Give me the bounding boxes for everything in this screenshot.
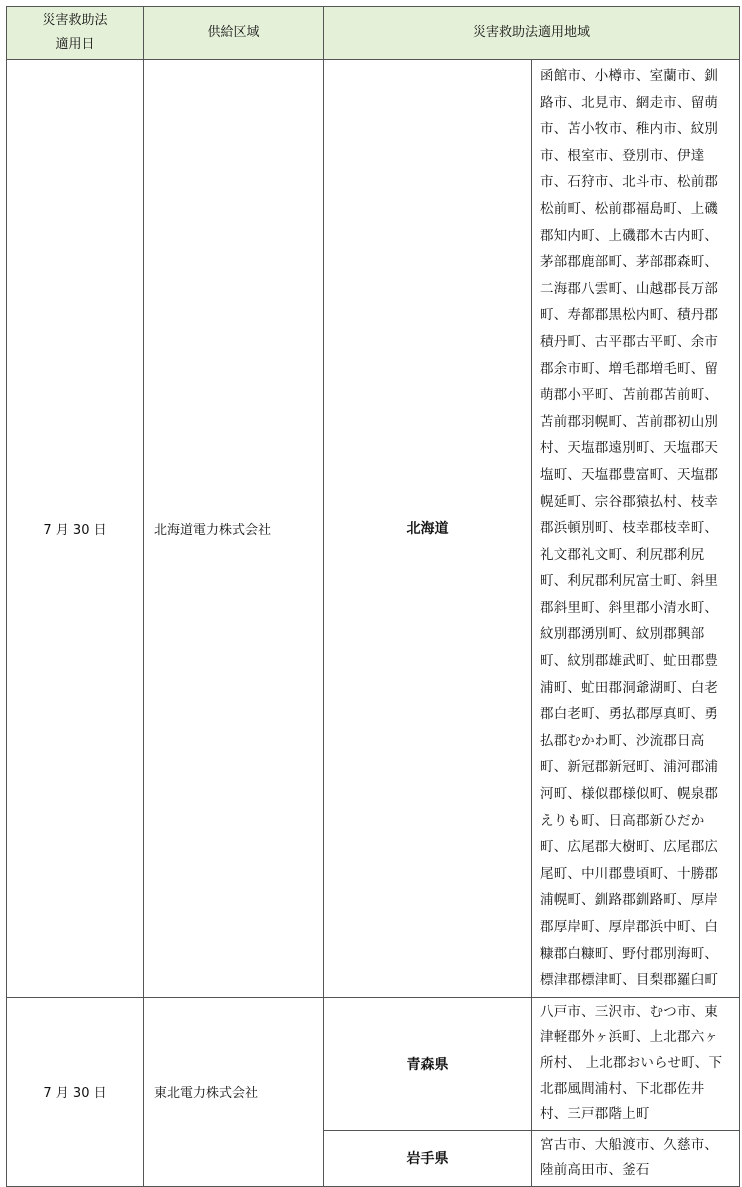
applied-date-cell: 7 月 30 日 bbox=[7, 60, 144, 998]
disaster-relief-table bbox=[6, 6, 740, 1187]
header-date-line2: 適用日 bbox=[55, 37, 95, 52]
table-row bbox=[7, 997, 740, 1130]
prefecture-cell: 岩手県 bbox=[324, 1130, 532, 1186]
header-supply-area: 供給区域 bbox=[144, 7, 324, 60]
header-date-line1: 災害救助法 bbox=[42, 13, 108, 28]
table-header-row bbox=[7, 7, 740, 60]
prefecture-cell: 北海道 bbox=[324, 60, 532, 998]
header-applied-date bbox=[7, 7, 144, 60]
company-cell: 東北電力株式会社 bbox=[144, 997, 324, 1186]
header-applied-areas: 災害救助法適用地域 bbox=[324, 7, 740, 60]
applied-date-cell: 7 月 30 日 bbox=[7, 997, 144, 1186]
areas-cell: 宮古市、大船渡市、久慈市、陸前高田市、釜石 bbox=[532, 1130, 740, 1186]
company-cell: 北海道電力株式会社 bbox=[144, 60, 324, 998]
table-row bbox=[7, 60, 740, 998]
prefecture-cell: 青森県 bbox=[324, 997, 532, 1130]
areas-cell: 函館市、小樽市、室蘭市、釧路市、北見市、網走市、留萌市、苫小牧市、稚内市、紋別市、根室市、登別市、伊達市、石狩市、北斗市、松前郡松前町、松前郡福島町、上磯郡知内町、上磯郡木古内町、茅部郡鹿部町、茅部郡森町、二海郡八雲町、山越郡長万部町、寿都郡黒松内町、積丹郡積丹町、古平郡古平町、余市郡余市町、増毛郡増毛町、留萌郡小平町、苫前郡苫前町、苫前郡羽幌町、苫前郡初山別村、天塩郡遠別町、天塩郡天塩町、天塩郡豊富町、天塩郡幌延町、宗谷郡猿払村、枝幸郡浜頓別町、枝幸郡枝幸町、礼文郡礼文町、利尻郡利尻町、利尻郡利尻富士町、斜里郡斜里町、斜里郡小清水町、紋別郡湧別町、紋別郡興部町、紋別郡雄武町、虻田郡豊浦町、虻田郡洞爺湖町、白老郡白老町、勇払郡厚真町、勇払郡むかわ町、沙流郡日高町、新冠郡新冠町、浦河郡浦河町、様似郡様似町、幌泉郡えりも町、日高郡新ひだか町、広尾郡大樹町、広尾郡広尾町、中川郡豊頃町、十勝郡浦幌町、釧路郡釧路町、厚岸郡厚岸町、厚岸郡浜中町、白糠郡白糠町、野付郡別海町、標津郡標津町、目梨郡羅臼町 bbox=[532, 60, 740, 998]
areas-cell: 八戸市、三沢市、むつ市、東津軽郡外ヶ浜町、上北郡六ヶ所村、 上北郡おいらせ町、下北郡風間浦村、下北郡佐井村、三戸郡階上町 bbox=[532, 997, 740, 1130]
